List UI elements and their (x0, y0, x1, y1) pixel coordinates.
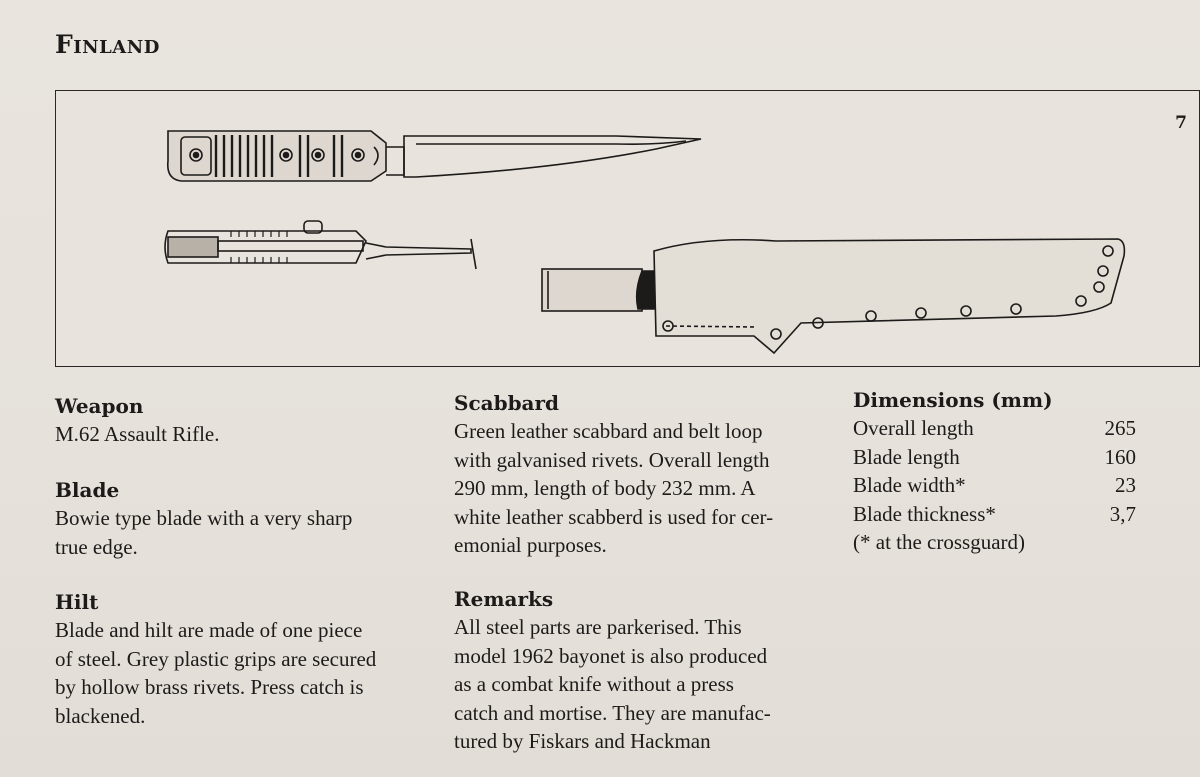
blade-heading: Blade (55, 478, 120, 502)
remarks-section (454, 585, 839, 756)
dimension-value: 23 (1115, 473, 1136, 497)
dimension-row (853, 414, 1136, 443)
weapon-heading: Weapon (55, 394, 144, 418)
dimension-value: 160 (1104, 444, 1136, 469)
dimension-value: 265 (1104, 416, 1136, 440)
scabbard-illustration (542, 239, 1124, 353)
page-title: Finland (55, 30, 160, 59)
dimension-label: Blade thickness* (853, 501, 996, 526)
blade-section (55, 476, 435, 561)
plate-number: 7 (1175, 113, 1187, 133)
dimensions-footnote: (* at the crossguard) (853, 530, 1026, 554)
bayonet-edge-view (165, 221, 476, 269)
dimension-label: Overall length (853, 416, 974, 440)
blade-text: Bowie type blade with a very sharp true edge. (55, 506, 353, 559)
dimension-row (853, 471, 1136, 500)
hilt-section (55, 588, 435, 730)
hilt-heading: Hilt (55, 590, 99, 614)
scabbard-section (454, 389, 839, 560)
hilt-text: Blade and hilt are made of one piece of steel. Grey plastic grips are secured by hollow brass rivets. Press catch is blackened. (55, 618, 377, 728)
weapon-section (55, 392, 435, 449)
dimension-label: Blade width* (853, 473, 966, 497)
scabbard-heading: Scabbard (454, 391, 560, 415)
bayonet-side-view (168, 131, 701, 181)
illustration-plate (55, 90, 1200, 367)
bayonet-illustration (56, 91, 1200, 368)
dimensions-section (853, 386, 1136, 557)
dimension-row (853, 500, 1136, 529)
weapon-text: M.62 Assault Rifle. (55, 422, 220, 446)
dimension-value: 3,7 (1109, 501, 1136, 526)
dimensions-heading: Dimensions (mm) (853, 388, 1053, 412)
remarks-heading: Remarks (454, 587, 554, 611)
remarks-text: All steel parts are parkerised. This model 1962 bayonet is also produced as a combat knife without a press catch and mortise. They are manufac- tured by Fiskars and Hackman (454, 615, 771, 753)
dimension-label: Blade length (853, 444, 960, 469)
scabbard-text: Green leather scabbard and belt loop with galvanised rivets. Overall length 290 mm, length of body 232 mm. A white leather scabberd is used for cer- emonial purposes. (454, 419, 774, 557)
dimension-row (853, 443, 1136, 472)
